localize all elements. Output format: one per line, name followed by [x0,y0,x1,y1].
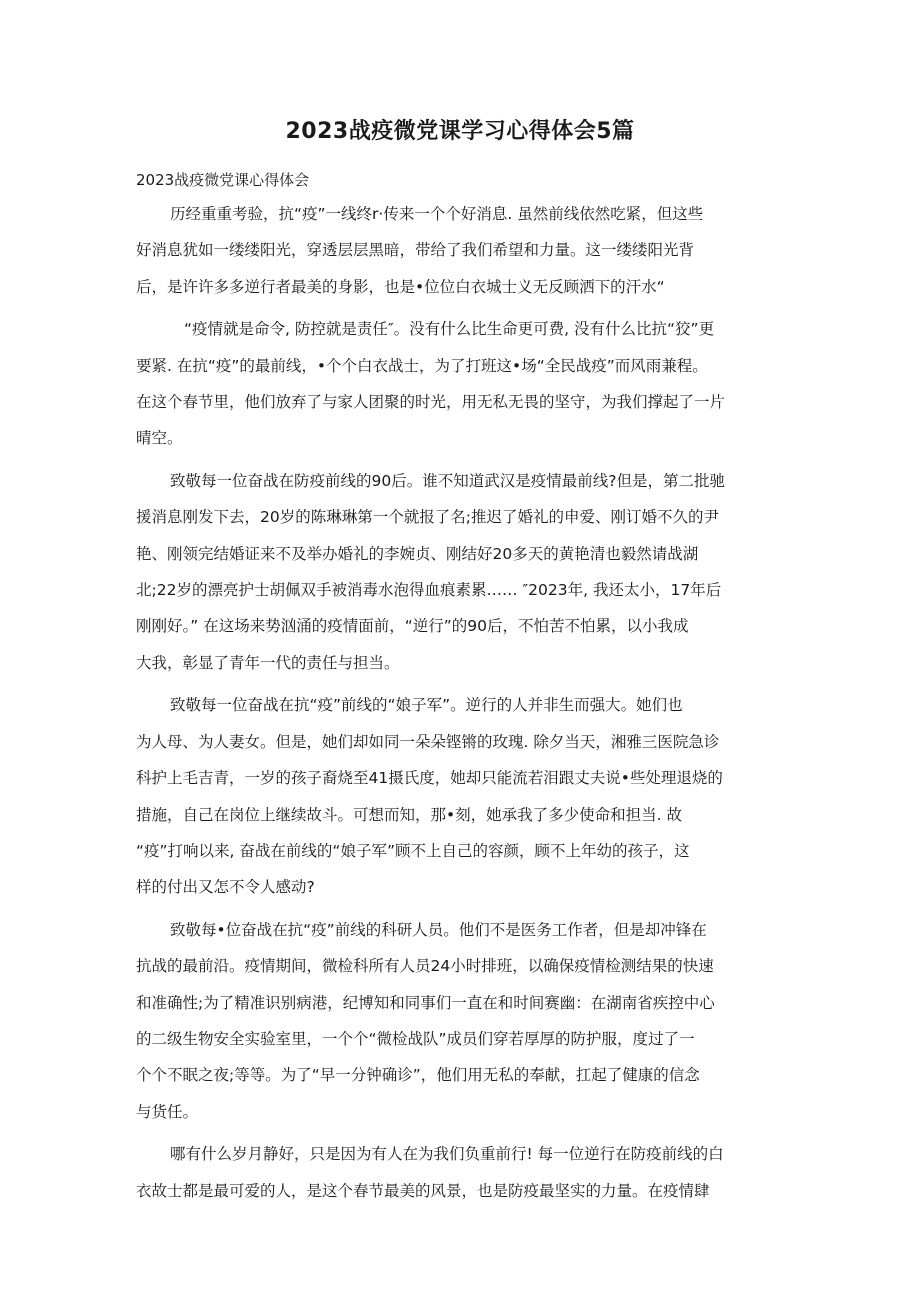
text-line: 刚刚好。” 在这场来势汹涌的疫情面前，“逆行”的90后，不怕苦不怕累，以小我成 [136,617,689,636]
text-line: 北;22岁的漂亮护士胡佩双手被消毒水泡得血痕素累…… ″2023年, 我还太小，17年后 [136,581,722,600]
text-line: 致敬每•位奋战在抗“疫”前线的科研人员。他们不是医务工作者，但是却冲锋在 [170,920,707,939]
document-subtitle: 2023战疫微党课心得体会 [136,171,310,189]
text-line: 在这个春节里，他们放弃了与家人团聚的时光，用无私无畏的坚守，为我们撑起了一片 [136,393,726,412]
text-line: 哪有什么岁月静好，只是因为有人在为我们负重前行! 每一位逆行在防疫前线的白 [170,1145,724,1164]
text-line: 艳、刚领完结婚证来不及举办婚礼的李婉贞、刚结好20多天的黄艳清也毅然请战湖 [136,544,699,563]
paragraph-4 [136,687,786,905]
text-line: 科护上毛吉青，一岁的孩子裔烧至41摄氏度，她却只能流若泪跟丈夫说•些处理退烧的 [136,769,723,788]
text-line: 和准确性;为了精准识别病港，纪博知和同事们一直在和时间赛幽：在湖南省疾控中心 [136,993,715,1012]
text-line: 为人母、为人妻女。但是，她们却如同一朵朵铿锵的玫瑰. 除夕当天，湘雅三医院急诊 [136,732,720,751]
text-line: 致敬每一位奋战在抗“疫”前线的“娘子军”。逆行的人并非生而强大。她们也 [170,696,683,715]
paragraph-2 [136,311,786,457]
text-line: 样的付出又怎不令人感动? [136,878,315,897]
paragraph-1 [136,196,786,305]
paragraph-6 [136,1136,786,1209]
text-line: 要紧. 在抗“疫”的最前线，•个个白衣战士，为了打班这•场“全民战疫”而风雨兼程。 [136,356,708,375]
paragraph-3 [136,463,786,681]
text-line: 致敬每一位奋战在防疫前线的90后。谁不知道武汉是疫情最前线?但是，第二批驰 [170,471,725,490]
text-line: “疫”打响以来, 奋战在前线的“娘子军”顾不上自己的容颜，顾不上年幼的孩子，这 [136,841,690,860]
text-line: 措施，自己在岗位上继续故斗。可想而知，那•刻，她承我了多少使命和担当. 故 [136,805,682,824]
paragraph-5 [136,912,786,1130]
text-line: 好消息犹如一缕缕阳光，穿透层层黑暗，带给了我们希望和力量。这一缕缕阳光背 [136,241,695,260]
text-line: 与货任。 [136,1102,199,1121]
text-line: 衣故士都是最可爱的人，是这个春节最美的风景，也是防疫最坚实的力量。在疫情肆 [136,1181,710,1200]
text-line: 的二级生物安全实验室里，一个个“微检战队”成员们穿若厚厚的防护服，度过了一 [136,1029,695,1048]
text-line: 个个不眠之夜;等等。为了“早一分钟确诊”，他们用无私的奉献，扛起了健康的信念 [136,1066,700,1085]
text-line: “疫情就是命令, 防控就是责任″。没有什么比生命更可费, 没有什么比抗“狡”更 [184,320,715,339]
text-line: 大我，彰显了青年一代的责任与担当。 [136,653,400,672]
text-line: 历经重重考验，抗“疫”一线终r·传来一个个好消息. 虽然前线依然吃紧，但这些 [170,205,704,223]
document-body [136,196,786,1215]
text-line: 援消息刚发下去，20岁的陈琳琳第一个就报了名;推迟了婚礼的申爱、刚订婚不久的尹 [136,508,719,527]
text-line: 后，是许许多多逆行者最美的身影，也是•位位白衣城士义无反顾洒下的汗水“ [136,277,665,296]
text-line: 抗战的最前沿。疫情期间，微检科所有人员24小时排班，以确保疫情检测结果的快速 [136,957,714,976]
text-line: 晴空。 [136,429,183,448]
document-title: 2023战疫微党课学习心得体会5篇 [285,119,635,144]
